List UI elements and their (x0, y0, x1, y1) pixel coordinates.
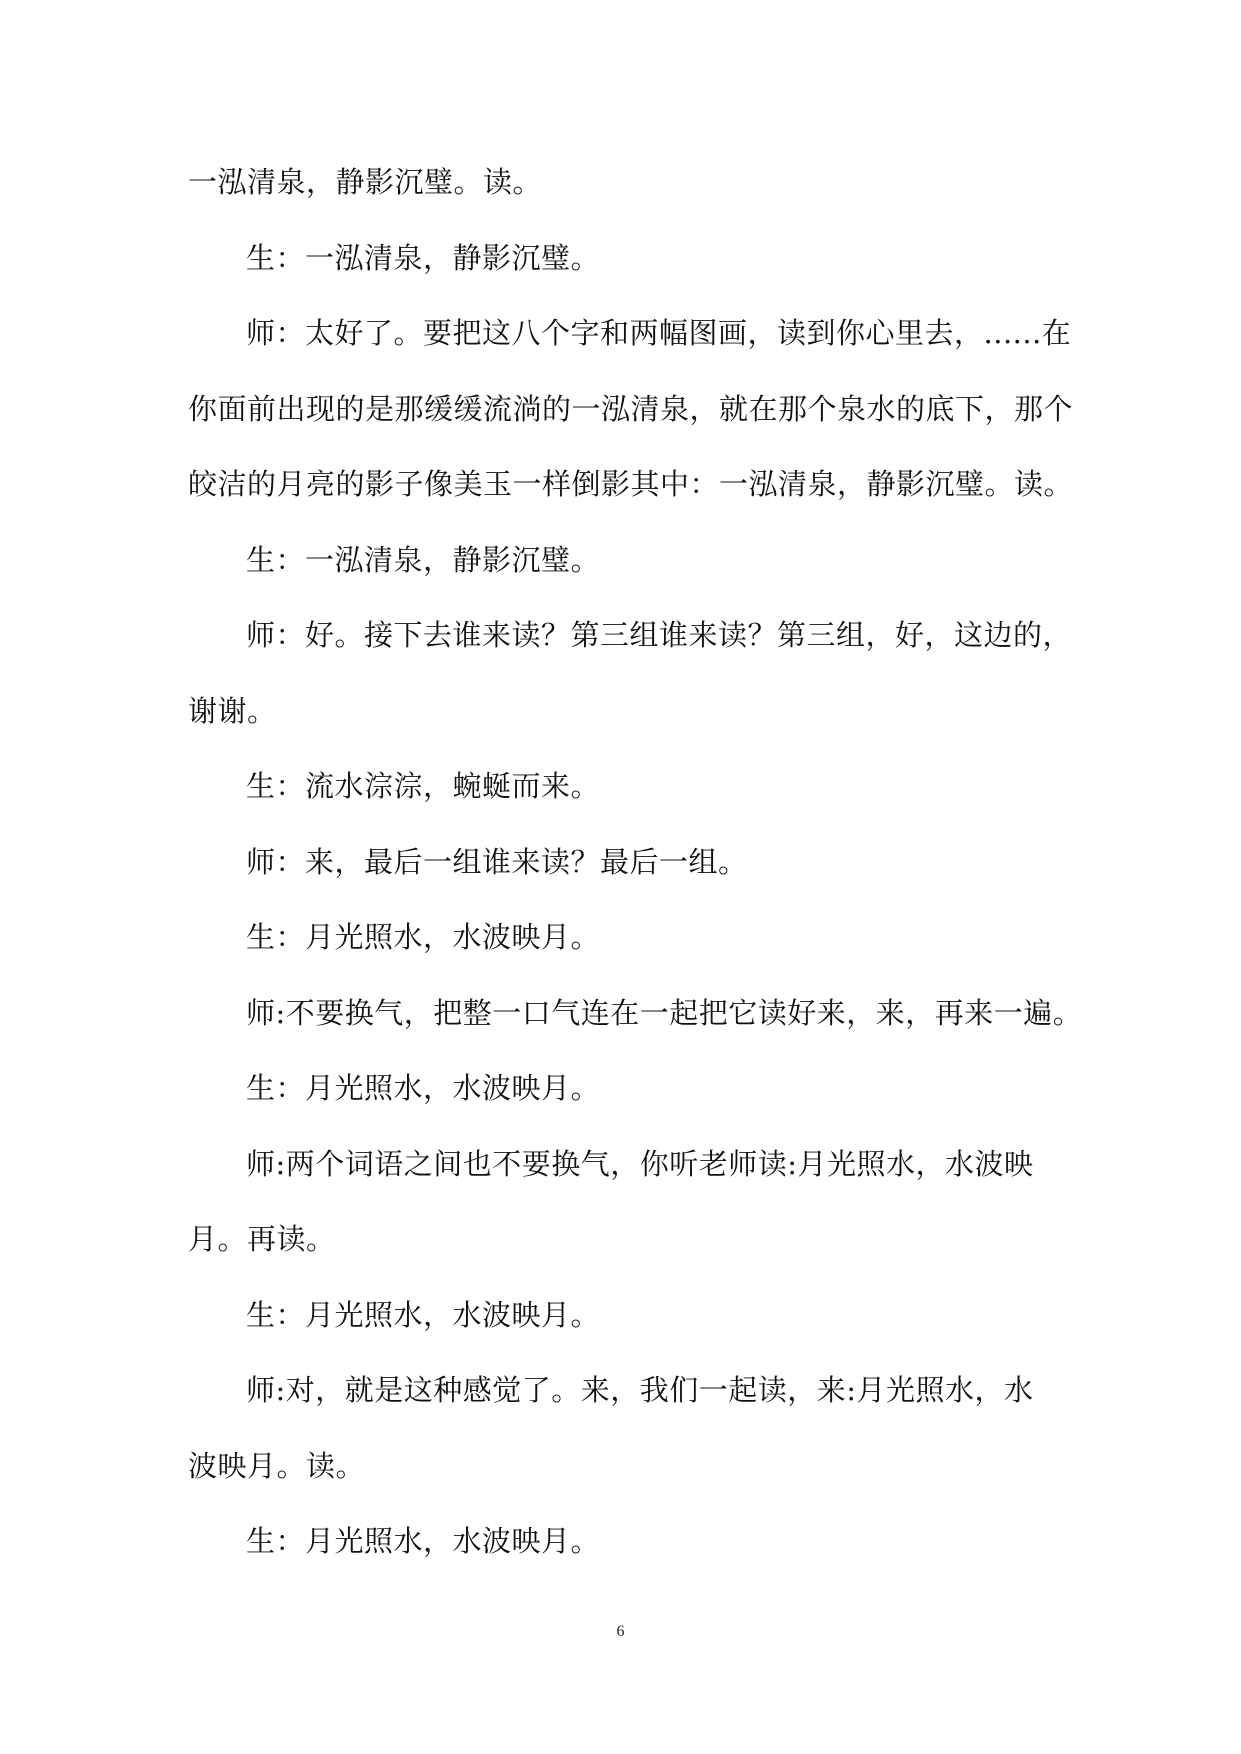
page-body (188, 145, 1083, 1580)
text-line-4: 你面前出现的是那缓缓流淌的一泓清泉，就在那个泉水的底下，那个 (188, 391, 1074, 426)
text-line-9: 生：流水淙淙，蜿蜒而来。 (246, 769, 601, 803)
text-line-18: 波映月。读。 (188, 1448, 366, 1483)
text-line-2: 生：一泓清泉，静影沉璧。 (246, 240, 601, 275)
text-line-19: 生：月光照水，水波映月。 (246, 1524, 601, 1558)
text-line-3: 师：太好了。要把这八个字和两幅图画，读到你心里去，......在 (246, 316, 1072, 350)
text-line-6: 生：一泓清泉，静影沉璧。 (246, 542, 601, 577)
text-line-8: 谢谢。 (188, 693, 277, 728)
page-number: 6 (616, 1623, 625, 1640)
text-line-10: 师：来，最后一组谁来读？最后一组。 (246, 844, 748, 879)
text-line-16: 生：月光照水，水波映月。 (246, 1297, 601, 1332)
text-line-12: 师:不要换气，把整一口气连在一起把它读好来，来，再来一遍。 (246, 995, 1083, 1030)
text-line-1: 一泓清泉，静影沉璧。读。 (188, 165, 543, 199)
text-line-15: 月。再读。 (188, 1222, 336, 1256)
text-line-11: 生：月光照水，水波映月。 (246, 920, 601, 954)
text-line-14: 师:两个词语之间也不要换气，你听老师读:月光照水，水波映 (246, 1146, 1034, 1181)
text-line-7: 师：好。接下去谁来读？第三组谁来读？第三组，好，这边的， (246, 618, 1073, 652)
text-line-13: 生：月光照水，水波映月。 (246, 1071, 601, 1105)
text-line-5: 皎洁的月亮的影子像美玉一样倒影其中：一泓清泉，静影沉璧。读。 (188, 467, 1074, 501)
text-line-17: 师:对，就是这种感觉了。来，我们一起读，来:月光照水，水 (246, 1373, 1034, 1407)
